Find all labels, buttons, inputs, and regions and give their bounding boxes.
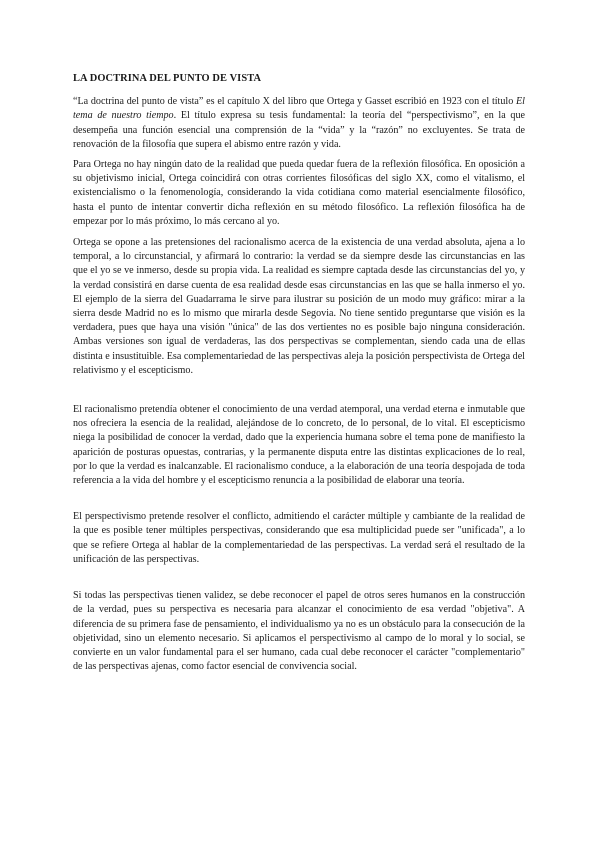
intro-text-end: . El título expresa su tesis fundamental: la teoría del “perspectivismo”, en la que desempeña una función esencial una comprensión de la “vida” y la “razón” no excluyentes. Se trata de renovación de la filosofía que supera el abismo entre razón y vida. <box>73 110 525 150</box>
book-title: El tema de nuestro tiempo <box>73 96 525 122</box>
paragraph-perspectivismo: El perspectivismo pretende resolver el conflicto, admitiendo el carácter múltiple y cambiante de la realidad de la que es posible tener múltiples perspectivas, considerando que esa multiplicidad puede ser "unificada", a lo que se refiere Ortega al hablar de la complementariedad de las perspectivas. La verdad será el resultado de la unificación de las perspectivas. <box>73 511 525 565</box>
paragraph-racionalismo: El racionalismo pretendía obtener el conocimiento de una verdad atemporal, una verdad eterna e inmutable que nos ofreciera la esencia de la realidad, alejándose de lo concreto, de lo personal, de lo vital. El escepticismo niega la posibilidad de conocer la verdad, dado que la experiencia humana sobre el tema pone de manifiesto la aparición de posturas opuestas, contrarias, y la permanente disputa entre las distintas explicaciones de lo real, por lo que la verdad es inalcanzable. El racionalismo conduce, a la elaboración de una teoría despojada de toda referencia a la vida del hombre y el escepticismo renuncia a la posibilidad de elaborar una teoría. <box>73 404 525 487</box>
document-page <box>73 72 525 674</box>
paragraph-reflection: Para Ortega no hay ningún dato de la realidad que pueda quedar fuera de la reflexión filosófica. En oposición a su objetivismo inicial, Ortega coincidirá con otras corrientes filosóficas del siglo XX, como el vitalismo, el existencialismo o la fenomenología, considerando la vida cotidiana como material esencialmente filosófico, hasta el punto de intentar convertir dicha reflexión en su método filosófico. La reflexión filosófica ha de empezar por lo más próximo, lo más cercano al yo. <box>73 159 525 227</box>
paragraph-validez: Si todas las perspectivas tienen validez, se debe reconocer el papel de otros seres humanos en la construcción de la verdad, pues su perspectiva es necesaria para alcanzar el conocimiento de esa verdad "objetiva". A diferencia de su primera fase de pensamiento, el individualismo ya no es un obstáculo para la consecución de la objetividad, sino un elemento necesario. Si aplicamos el perspectivismo al campo de lo moral y lo social, se convierte en un valor fundamental para el ser humano, cada cual debe reconocer el carácter "complementario" de las perspectivas ajenas, como factor esencial de convivencia social. <box>73 590 525 673</box>
document-title: LA DOCTRINA DEL PUNTO DE VISTA <box>73 73 262 84</box>
intro-text-start: “La doctrina del punto de vista” es el capítulo X del libro que Ortega y Gasset escribió en 1923 con el título <box>73 96 517 108</box>
paragraph-intro <box>73 95 525 152</box>
paragraph-ortega-opposition: Ortega se opone a las pretensiones del racionalismo acerca de la existencia de una verdad absoluta, ajena a lo temporal, a lo circunstancial, y afirmará lo contrario: la verdad se da siempre desde las circunstancias en las que el yo se ve inmerso, desde su propia vida. La realidad es siempre captada desde las circunstancias del yo, y la verdad consistirá en darse cuenta de esa realidad desde esas circunstancias en las que se halla inmerso el yo. El ejemplo de la sierra del Guadarrama le sirve para ilustrar su posición de un modo muy gráfico: mirar a la sierra desde Madrid no es lo mismo que mirarla desde Segovia. No tiene sentido preguntarse que visión es la verdadera, pues que haya una visión "única" de las dos vertientes no es posible bajo ninguna consideración. Ambas versiones son igual de verdaderas, las dos perspectivas se complementan, siendo cada una de ellas distinta e insustituible. Esa complementariedad de las perspectivas aleja la posición perspectivista de Ortega del relativismo y el escepticismo. <box>73 237 525 376</box>
